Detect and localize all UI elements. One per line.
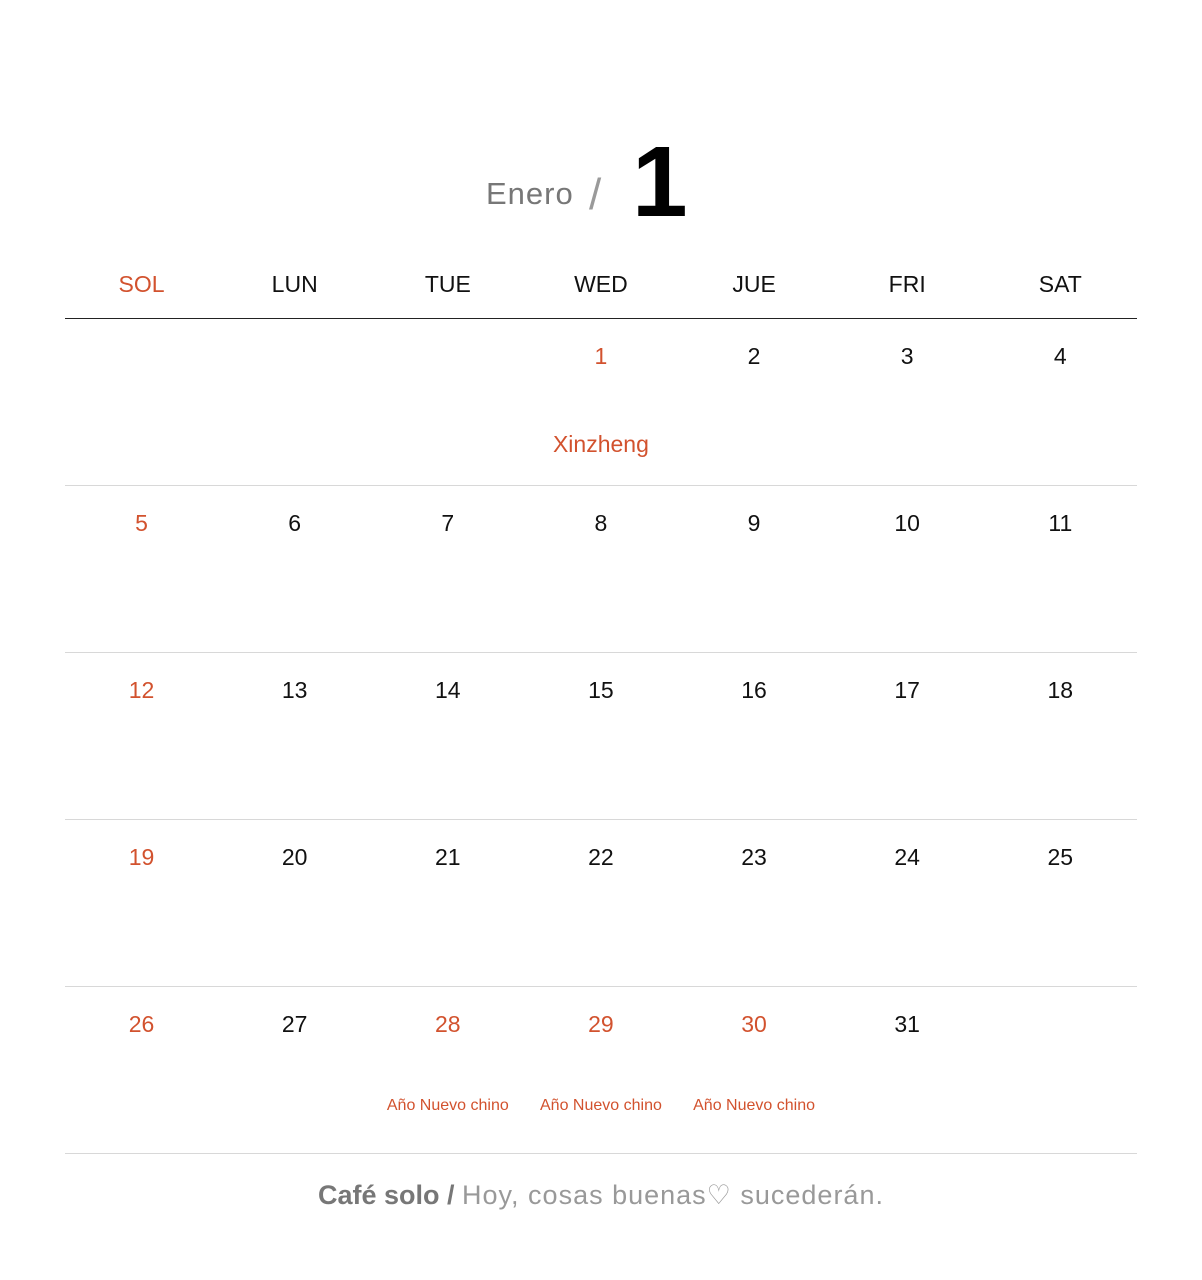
day-cell [524, 486, 677, 652]
day-cell [984, 987, 1137, 1153]
weekday-header-row [65, 266, 1137, 302]
day-cell [65, 653, 218, 819]
day-number: 24 [894, 844, 920, 870]
week-row [65, 486, 1137, 653]
day-number: 13 [281, 677, 308, 703]
day-cell [831, 987, 984, 1153]
day-cell [984, 486, 1137, 652]
day-cell [524, 820, 677, 986]
holiday-note: Año Nuevo chino [386, 1097, 509, 1114]
day-number: 7 [441, 510, 455, 536]
day-number: 26 [128, 1011, 155, 1037]
day-cell [678, 319, 831, 485]
day-number: 14 [435, 677, 461, 703]
day-cell [218, 820, 371, 986]
month-separator: / [589, 170, 602, 219]
day-cell [678, 820, 831, 986]
weekday-sun: SOL [118, 271, 165, 297]
day-number: 28 [435, 1011, 461, 1037]
day-cell [218, 486, 371, 652]
weekday-wed: WED [574, 271, 628, 297]
day-cell [984, 653, 1137, 819]
day-number: 23 [741, 844, 767, 870]
month-name: Enero [486, 176, 574, 211]
day-number: 17 [894, 677, 920, 703]
day-cell [371, 987, 524, 1153]
day-cell [65, 486, 218, 652]
holiday-note: Año Nuevo chino [693, 1097, 815, 1114]
month-number: 1 [632, 126, 688, 238]
day-number: 20 [281, 844, 308, 870]
day-cell [524, 653, 677, 819]
day-cell [524, 987, 677, 1153]
day-number: 18 [1047, 677, 1074, 703]
day-number: 9 [747, 510, 761, 536]
day-cell [218, 987, 371, 1153]
day-cell [65, 987, 218, 1153]
day-number: 19 [128, 844, 155, 870]
footer-brand: Café solo / [318, 1180, 455, 1210]
day-cell [218, 319, 371, 485]
day-cell [371, 820, 524, 986]
day-number: 31 [894, 1011, 920, 1037]
day-number: 30 [741, 1011, 767, 1037]
day-number: 22 [588, 844, 614, 870]
weekday-fri: FRI [888, 271, 926, 297]
calendar-grid [65, 319, 1137, 1154]
footer-tagline: Hoy, cosas buenas♡ sucederán. [462, 1180, 884, 1210]
day-cell [831, 653, 984, 819]
day-cell [678, 987, 831, 1153]
day-number: 3 [900, 343, 914, 369]
day-number: 16 [741, 677, 767, 703]
day-cell [65, 820, 218, 986]
day-number: 6 [288, 510, 302, 536]
day-number: 29 [588, 1011, 614, 1037]
day-number: 12 [128, 677, 155, 703]
weekday-mon: LUN [271, 271, 318, 297]
week-row [65, 820, 1137, 987]
holiday-note: Xinzheng [552, 431, 649, 457]
day-number: 8 [594, 510, 608, 536]
calendar-header [0, 126, 1202, 240]
day-number: 1 [594, 343, 608, 369]
day-cell [678, 653, 831, 819]
day-number: 25 [1047, 844, 1074, 870]
day-cell [371, 486, 524, 652]
week-row [65, 319, 1137, 486]
day-cell [984, 820, 1137, 986]
weekday-thu: JUE [732, 271, 776, 297]
week-row [65, 987, 1137, 1154]
week-row [65, 653, 1137, 820]
weekday-tue: TUE [424, 271, 471, 297]
day-number: 27 [281, 1011, 308, 1037]
day-cell [984, 319, 1137, 485]
day-number: 10 [894, 510, 920, 536]
day-cell [65, 319, 218, 485]
day-cell [371, 319, 524, 485]
day-cell [831, 820, 984, 986]
day-number: 4 [1053, 343, 1067, 369]
day-cell [371, 653, 524, 819]
day-number: 21 [435, 844, 461, 870]
day-number: 2 [747, 343, 761, 369]
footer-slogan [0, 1180, 1202, 1211]
day-cell [831, 486, 984, 652]
weekday-sat: SAT [1038, 271, 1082, 297]
day-cell [524, 319, 677, 485]
day-number: 11 [1048, 510, 1073, 536]
day-number: 5 [135, 510, 148, 536]
day-cell [831, 319, 984, 485]
holiday-note: Año Nuevo chino [540, 1097, 662, 1114]
day-number: 15 [588, 677, 614, 703]
day-cell [678, 486, 831, 652]
day-cell [218, 653, 371, 819]
